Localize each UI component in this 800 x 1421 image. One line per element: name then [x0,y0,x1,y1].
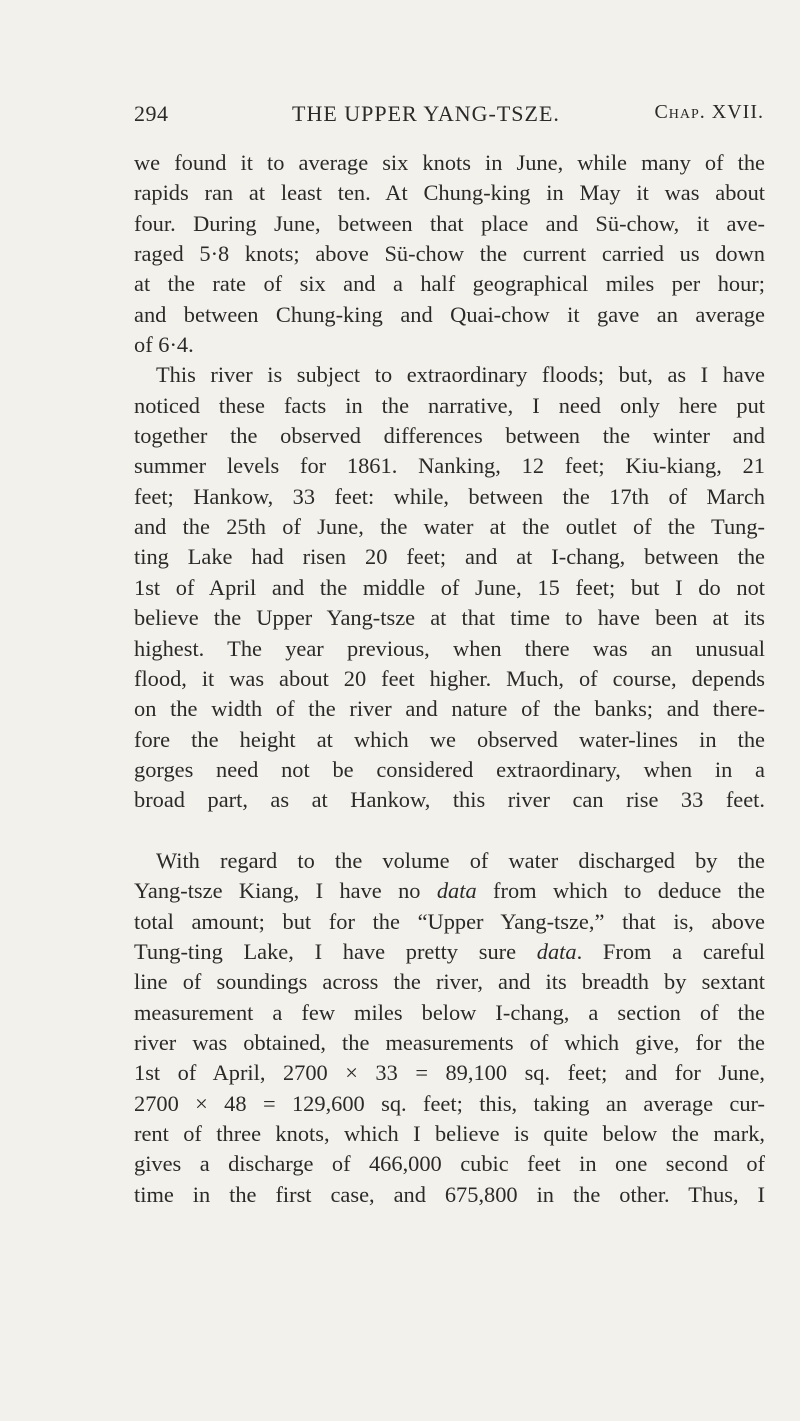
text-line: at the rate of six and a half geographical miles per hour; [134,271,765,297]
text-line: broad part, as at Hankow, this river can rise 33 feet. [134,787,765,813]
page-number: 294 [134,101,169,126]
text-line: four. During June, between that place and Sü-chow, it ave- [134,210,765,236]
text-line: This river is subject to extraordinary floods; but, as I have [156,362,765,388]
text-line: believe the Upper Yang-tsze at that time to have been at its [134,605,765,631]
text-line: time in the first case, and 675,800 in the other. Thus, I [134,1181,765,1207]
text-line: rapids ran at least ten. At Chung-king in May it was about [134,180,765,206]
text-line: feet; Hankow, 33 feet: while, between the 17th of March [134,483,765,509]
text-line: measurement a few miles below I-chang, a section of the [134,999,765,1025]
text-line: and the 25th of June, the water at the outlet of the Tung- [134,514,765,540]
chapter-label: Chap. XVII. [654,101,764,123]
text-line [134,816,765,846]
text-line: river was obtained, the measurements of which give, for the [134,1029,765,1055]
text-segment: from which to deduce the [476,878,765,904]
text-line: ting Lake had risen 20 feet; and at I-chang, between the [134,544,765,570]
text-line: fore the height at which we observed water-lines in the [134,726,765,752]
text-line: and between Chung-king and Quai-chow it gave an average [134,301,765,327]
text-line: summer levels for 1861. Nanking, 12 feet; Kiu-kiang, 21 [134,453,765,479]
italic-word: data [536,938,577,964]
text-segment: . From a careful [576,938,765,964]
text-line: highest. The year previous, when there was an unusual [134,635,765,661]
text-line: flood, it was about 20 feet higher. Much, of course, depends [134,665,765,691]
text-line: rent of three knots, which I believe is quite below the mark, [134,1121,765,1146]
paragraph-1 [134,148,765,360]
text-segment: Tung-ting Lake, I have pretty sure [134,938,537,964]
running-header [134,101,764,131]
text-line: noticed these facts in the narrative, I need only here put [134,392,765,418]
text-line: gives a discharge of 466,000 cubic feet in one second of [134,1151,765,1177]
body-text [134,148,765,1210]
text-line-with-italic [134,937,765,967]
text-line: together the observed differences between the winter and [134,423,765,449]
text-line: 2700 × 48 = 129,600 sq. feet; this, taking an average cur- [134,1090,765,1116]
text-line: 1st of April and the middle of June, 15 feet; but I do not [134,574,765,600]
text-line-with-italic [134,876,765,906]
paragraph-2 [134,360,765,846]
text-line: With regard to the volume of water discharged by the [156,847,765,873]
text-line: gorges need not be considered extraordinary, when in a [134,756,765,782]
text-line: we found it to average six knots in June, while many of the [134,150,765,175]
paragraph-3 [134,846,765,1210]
text-line: of 6·4. [134,332,194,358]
text-line: raged 5·8 knots; above Sü-chow the current carried us down [134,241,765,267]
italic-word: data [436,878,477,904]
text-line: total amount; but for the “Upper Yang-tsze,” that is, above [134,908,765,934]
running-title: THE UPPER YANG-TSZE. [292,101,560,126]
text-line: line of soundings across the river, and its breadth by sextant [134,969,765,995]
text-line: on the width of the river and nature of the banks; and there- [134,696,765,722]
text-segment: Yang-tsze Kiang, I have no [134,878,437,904]
text-line: 1st of April, 2700 × 33 = 89,100 sq. feet; and for June, [134,1060,765,1086]
